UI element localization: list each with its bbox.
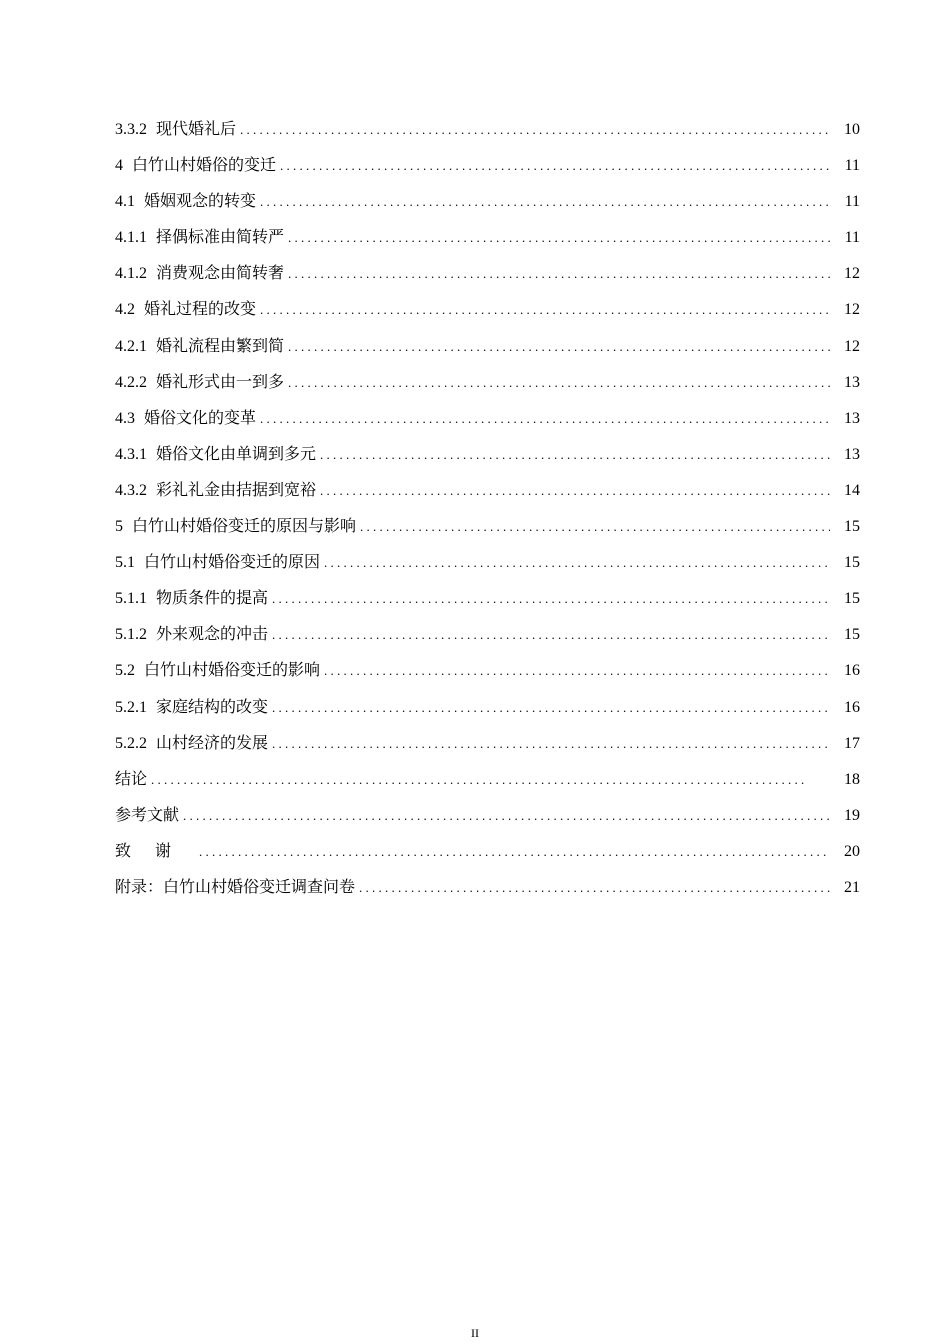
toc-entry-page: 14 bbox=[844, 481, 860, 499]
toc-entry-page: 12 bbox=[844, 265, 860, 283]
toc-entry-page: 11 bbox=[844, 193, 860, 211]
toc-entry-label bbox=[115, 515, 360, 539]
toc-entry-title: 婚礼流程由繁到简 bbox=[156, 337, 285, 355]
toc-entry-number: 5.1 bbox=[115, 554, 135, 572]
toc-dot-leader bbox=[280, 154, 830, 178]
toc-entry-number: 4.3 bbox=[115, 409, 135, 427]
toc-dot-leader bbox=[199, 840, 830, 864]
toc-entry-title: 白竹山村婚俗变迁的影响 bbox=[144, 662, 321, 680]
toc-entry-label bbox=[115, 804, 183, 828]
toc-entry-page: 19 bbox=[844, 806, 860, 824]
toc-entry-number: 4.2.2 bbox=[115, 373, 147, 391]
toc-entry[interactable] bbox=[115, 623, 860, 659]
toc-entry-title: 参考文献 bbox=[115, 806, 180, 824]
toc-entry-title: 白竹山村婚俗变迁的原因与影响 bbox=[132, 518, 357, 536]
toc-entry[interactable] bbox=[115, 335, 860, 371]
toc-dot-leader bbox=[183, 804, 830, 828]
toc-entry-label bbox=[115, 407, 260, 431]
toc-dot-leader bbox=[320, 479, 830, 503]
toc-entry-page: 16 bbox=[844, 662, 860, 680]
toc-entry-page: 17 bbox=[844, 734, 860, 752]
toc-entry-number: 5.1.2 bbox=[115, 626, 147, 644]
toc-entry-page: 11 bbox=[844, 157, 860, 175]
table-of-contents bbox=[115, 118, 860, 912]
toc-entry[interactable] bbox=[115, 226, 860, 262]
toc-entry-title: 家庭结构的改变 bbox=[156, 698, 269, 716]
toc-entry-title: 致谢 bbox=[115, 842, 196, 860]
toc-entry-label bbox=[115, 262, 288, 286]
toc-entry-number: 4 bbox=[115, 157, 123, 175]
toc-entry-title: 婚礼形式由一到多 bbox=[156, 373, 285, 391]
toc-entry-title: 婚礼过程的改变 bbox=[144, 301, 257, 319]
toc-entry-label bbox=[115, 696, 272, 720]
toc-entry-title: 附录：白竹山村婚俗变迁调查问卷 bbox=[115, 878, 356, 896]
toc-entry-label bbox=[115, 226, 288, 250]
toc-entry-number: 4.3.1 bbox=[115, 445, 147, 463]
toc-entry-number: 4.3.2 bbox=[115, 481, 147, 499]
toc-entry-title: 结论 bbox=[115, 770, 148, 788]
toc-entry[interactable] bbox=[115, 804, 860, 840]
toc-entry-label bbox=[115, 768, 151, 792]
toc-entry-page: 12 bbox=[844, 301, 860, 319]
toc-entry-page: 12 bbox=[844, 337, 860, 355]
toc-dot-leader bbox=[288, 371, 830, 395]
toc-entry[interactable] bbox=[115, 515, 860, 551]
toc-entry-label bbox=[115, 732, 272, 756]
toc-entry-page: 15 bbox=[844, 518, 860, 536]
toc-entry-page: 10 bbox=[844, 121, 860, 138]
toc-entry-label bbox=[115, 190, 260, 214]
toc-entry-number: 4.1.2 bbox=[115, 265, 147, 283]
toc-entry[interactable] bbox=[115, 840, 860, 876]
toc-entry-page: 20 bbox=[844, 842, 860, 860]
toc-entry-title: 山村经济的发展 bbox=[156, 734, 269, 752]
toc-entry-number: 5.2 bbox=[115, 662, 135, 680]
toc-entry-title: 白竹山村婚俗变迁的原因 bbox=[144, 554, 321, 572]
toc-dot-leader bbox=[272, 623, 830, 647]
toc-entry[interactable] bbox=[115, 371, 860, 407]
toc-entry-number: 4.2.1 bbox=[115, 337, 147, 355]
toc-entry[interactable] bbox=[115, 262, 860, 298]
toc-entry-label bbox=[115, 551, 324, 575]
toc-entry-page: 16 bbox=[844, 698, 860, 716]
toc-entry-title: 外来观念的冲击 bbox=[156, 626, 269, 644]
toc-entry[interactable] bbox=[115, 443, 860, 479]
toc-entry-number: 5.1.1 bbox=[115, 590, 147, 608]
toc-dot-leader bbox=[288, 226, 830, 250]
toc-entry-label bbox=[115, 623, 272, 647]
toc-entry-page: 15 bbox=[844, 554, 860, 572]
toc-entry-label bbox=[115, 335, 288, 359]
page-number: II bbox=[471, 1326, 479, 1340]
toc-entry[interactable] bbox=[115, 479, 860, 515]
toc-entry[interactable] bbox=[115, 551, 860, 587]
toc-dot-leader bbox=[359, 876, 830, 900]
toc-dot-leader bbox=[324, 551, 830, 575]
toc-dot-leader bbox=[324, 659, 830, 683]
toc-entry-title: 现代婚礼后 bbox=[156, 121, 237, 138]
toc-entry-label bbox=[115, 118, 240, 142]
toc-dot-leader bbox=[320, 443, 830, 467]
toc-entry[interactable] bbox=[115, 696, 860, 732]
toc-entry[interactable] bbox=[115, 407, 860, 443]
toc-entry[interactable] bbox=[115, 587, 860, 623]
toc-dot-leader bbox=[260, 298, 830, 322]
toc-dot-leader bbox=[360, 515, 830, 539]
toc-entry-title: 婚俗文化的变革 bbox=[144, 409, 257, 427]
toc-entry-label bbox=[115, 443, 320, 467]
toc-dot-leader bbox=[272, 696, 830, 720]
toc-entry-title: 物质条件的提高 bbox=[156, 590, 269, 608]
toc-entry[interactable] bbox=[115, 732, 860, 768]
toc-entry-number: 5.2.1 bbox=[115, 698, 147, 716]
toc-entry-number: 4.2 bbox=[115, 301, 135, 319]
toc-entry-label bbox=[115, 587, 272, 611]
toc-entry-label bbox=[115, 659, 324, 683]
toc-dot-leader bbox=[288, 335, 830, 359]
toc-entry-title: 婚姻观念的转变 bbox=[144, 193, 257, 211]
toc-entry-number: 5.2.2 bbox=[115, 734, 147, 752]
toc-dot-leader bbox=[288, 262, 830, 286]
toc-entry-number: 4.1 bbox=[115, 193, 135, 211]
toc-entry[interactable] bbox=[115, 298, 860, 334]
toc-entry[interactable] bbox=[115, 876, 860, 912]
toc-entry-label bbox=[115, 840, 199, 864]
toc-entry-label bbox=[115, 371, 288, 395]
toc-entry-title: 择偶标准由简转严 bbox=[156, 229, 285, 247]
toc-entry-title: 婚俗文化由单调到多元 bbox=[156, 445, 317, 463]
toc-entry-page: 15 bbox=[844, 590, 860, 608]
toc-entry-page: 18 bbox=[844, 770, 860, 788]
toc-entry-title: 白竹山村婚俗的变迁 bbox=[132, 157, 277, 175]
toc-entry-label bbox=[115, 479, 320, 503]
toc-entry-number: 4.1.1 bbox=[115, 229, 147, 247]
toc-entry[interactable] bbox=[115, 190, 860, 226]
toc-entry-title: 彩礼礼金由拮据到宽裕 bbox=[156, 481, 317, 499]
toc-entry-page: 13 bbox=[844, 373, 860, 391]
toc-entry-number: 5 bbox=[115, 518, 123, 536]
toc-entry-label bbox=[115, 298, 260, 322]
toc-entry-page: 13 bbox=[844, 409, 860, 427]
toc-entry-page: 11 bbox=[844, 229, 860, 247]
toc-entry-page: 21 bbox=[844, 878, 860, 896]
toc-entry[interactable] bbox=[115, 154, 860, 190]
toc-entry-page: 15 bbox=[844, 626, 860, 644]
toc-entry[interactable] bbox=[115, 768, 860, 804]
toc-dot-leader bbox=[260, 190, 830, 214]
toc-dot-leader bbox=[272, 732, 830, 756]
toc-entry-page: 13 bbox=[844, 445, 860, 463]
toc-entry-label bbox=[115, 876, 359, 900]
toc-dot-leader bbox=[151, 768, 830, 792]
toc-entry[interactable] bbox=[115, 118, 860, 154]
toc-dot-leader bbox=[260, 407, 830, 431]
toc-dot-leader bbox=[272, 587, 830, 611]
toc-entry-title: 消费观念由简转奢 bbox=[156, 265, 285, 283]
toc-dot-leader bbox=[240, 118, 830, 142]
toc-entry[interactable] bbox=[115, 659, 860, 695]
toc-entry-label bbox=[115, 154, 280, 178]
toc-entry-number: 3.3.2 bbox=[115, 121, 147, 138]
